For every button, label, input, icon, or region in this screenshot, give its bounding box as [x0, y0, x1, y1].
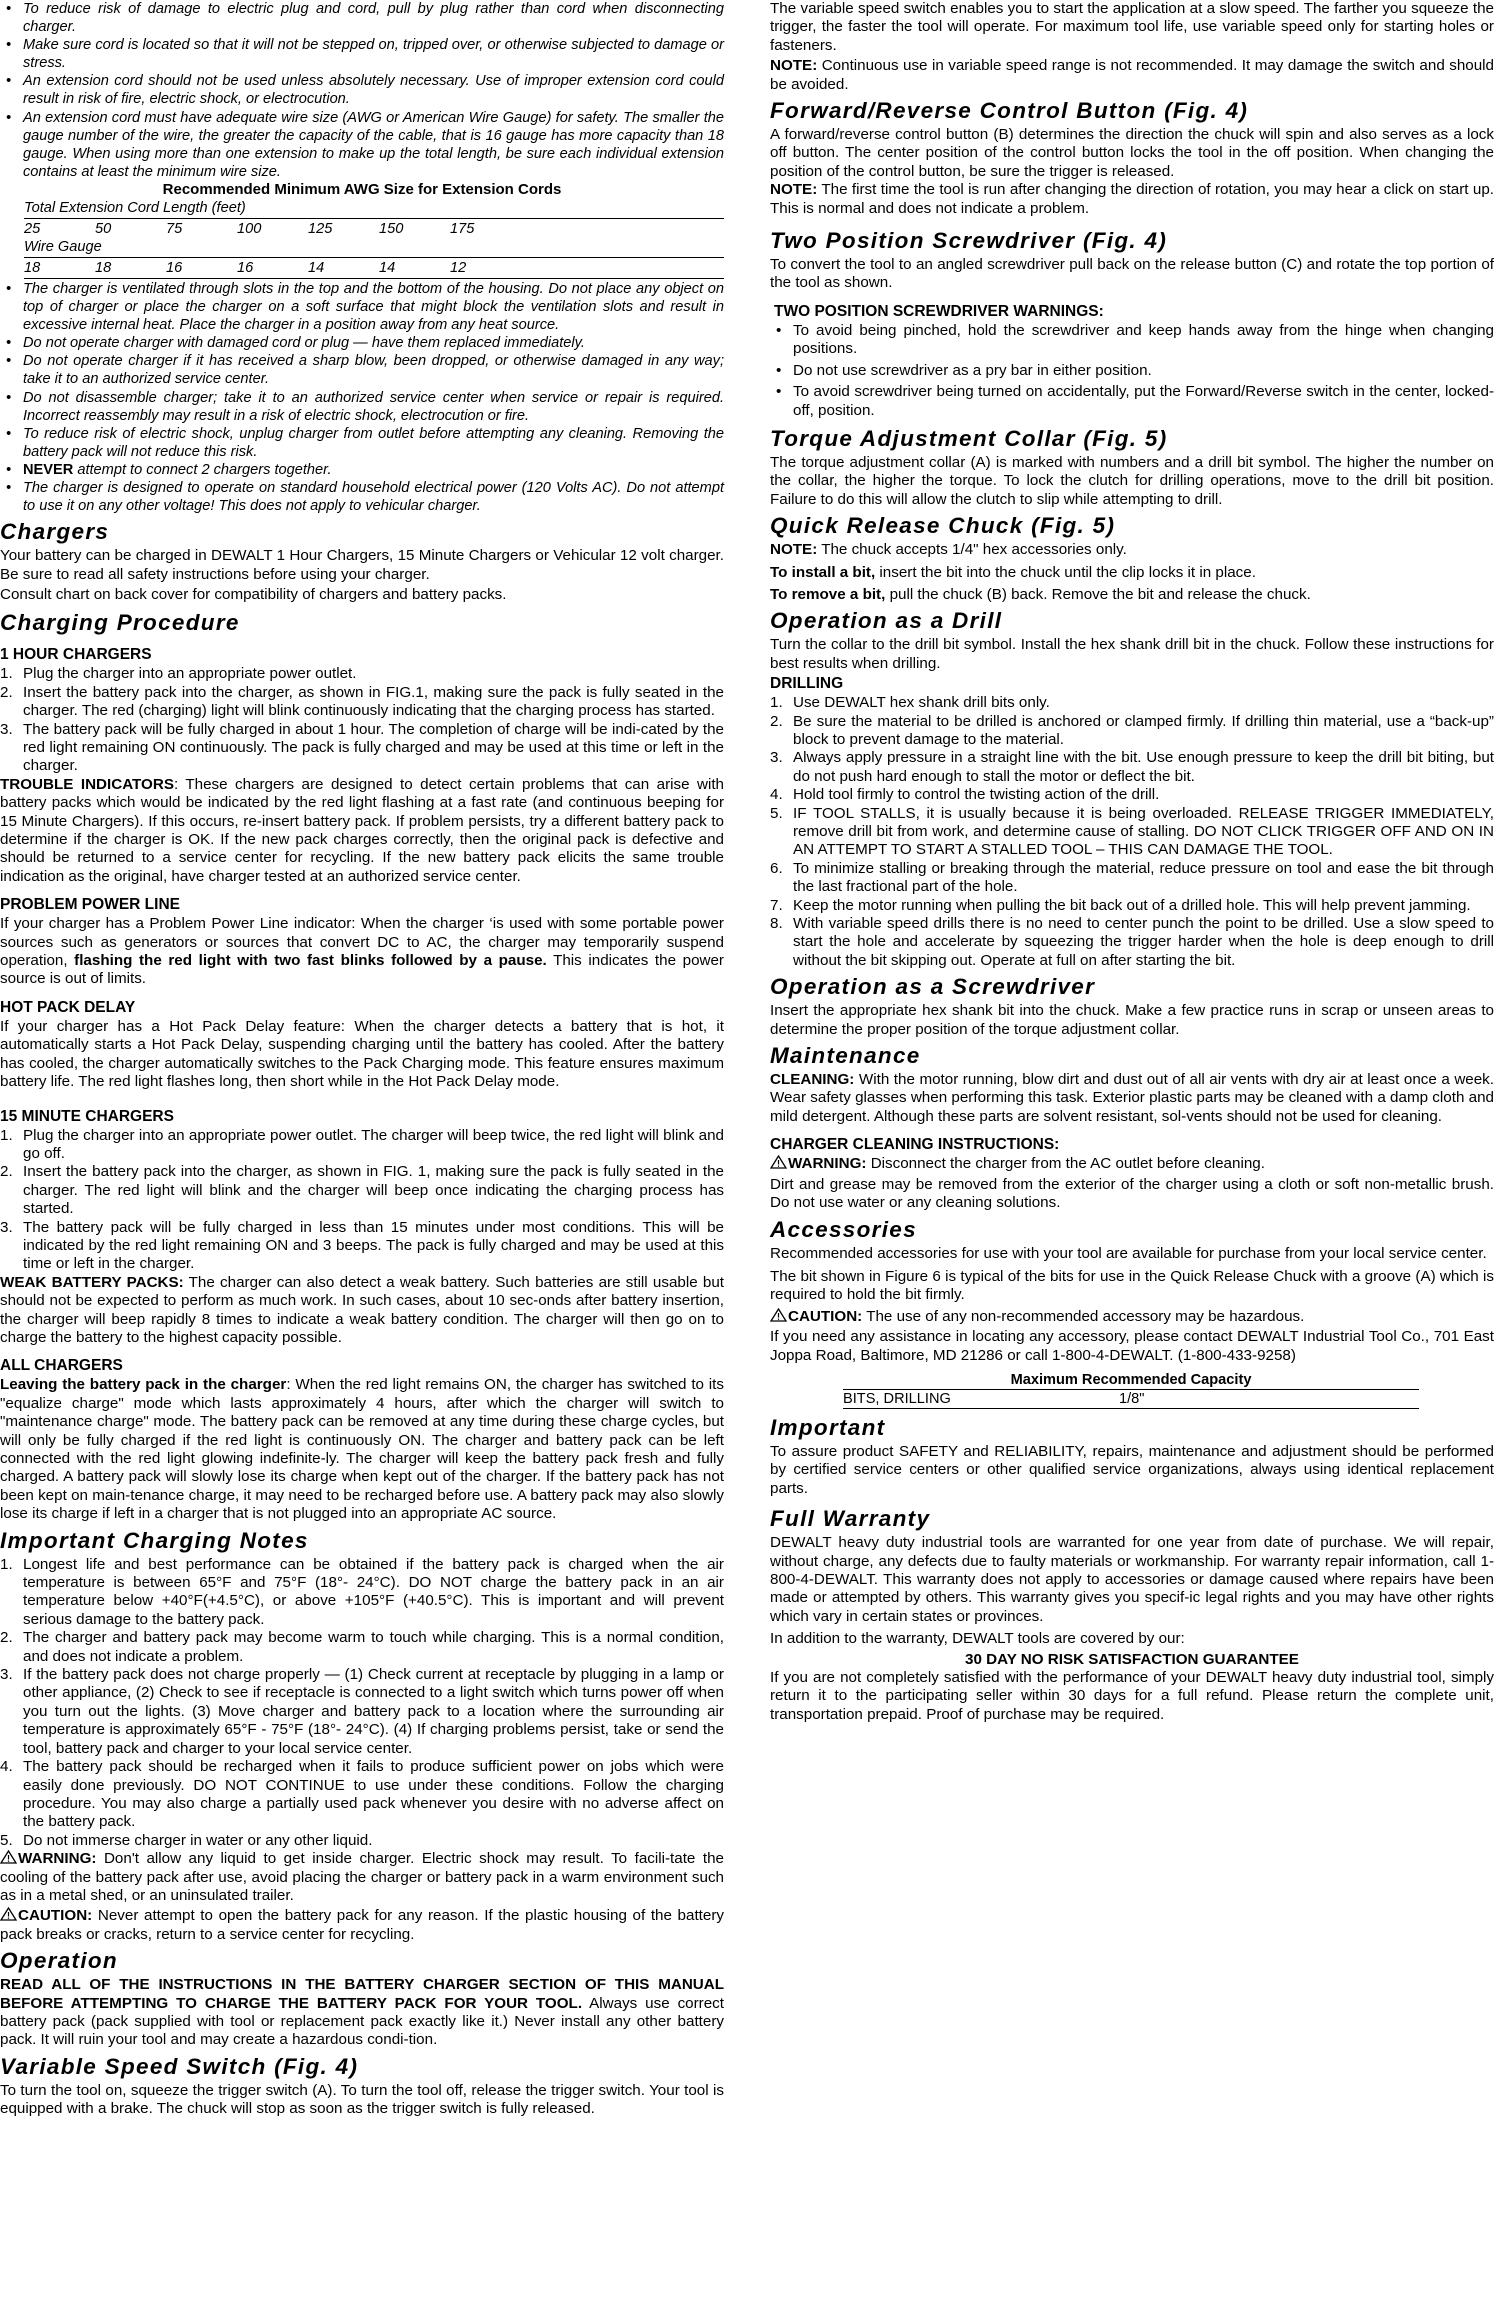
chargers-paragraph: Your battery can be charged in DEWALT 1 Hour Chargers, 15 Minute Chargers or Vehicular 12 volt charger. Be sure to read all safety instructions before using your charger. — [0, 547, 724, 583]
bullet-item: • Do not operate charger with damaged cord or plug — have them replaced immediately. — [0, 334, 724, 352]
accessories-caution: CAUTION: The use of any non-recommended accessory may be hazardous. — [770, 1308, 1494, 1326]
two-position-warnings-heading: TWO POSITION SCREWDRIVER WARNINGS: — [774, 302, 1104, 320]
awg-length: 100 — [237, 220, 262, 237]
awg-length: 50 — [95, 220, 112, 237]
bullet-item: • An extension cord should not be used unless absolutely necessary. Use of improper extension cord could result in risk of fire, electric shock, or electrocution. — [0, 72, 724, 108]
charger-cleaning-warning: WARNING: Disconnect the charger from the AC outlet before cleaning. — [770, 1155, 1494, 1173]
step-item: 6. To minimize stalling or breaking through the material, reduce pressure on tool and ease the bit through the last fractional part of the hole. — [770, 859, 1494, 896]
bullet-item: • Do not operate charger if it has received a sharp blow, been dropped, or otherwise damaged in any way; take it to an authorized service center. — [0, 352, 724, 388]
awg-length: 175 — [450, 220, 475, 237]
all-chargers-text: Leaving the battery pack in the charger: When the red light remains ON, the charger has switched to its "equalize charge" mode which lasts approximately 4 hours, after which the charger will switch to "maintenance charge" mode. The battery pack can be removed at any time during these charge cycles, but will only be fully charged if the red light is continuously ON. The charger and battery pack can be left connected with the red light glowing indefinite-ly. The charger will keep the battery pack fresh and fully charged. A battery pack will slowly lose its charge when kept out of the charger. If the battery pack has not been kept on main-tenance charge, it may need to be recharged before use. A battery pack may also slowly lose its charge if left in a charger that is not plugged into an appropriate AC source. — [0, 1376, 724, 1523]
step-item: 8. With variable speed drills there is no need to center punch the point to be drilled. Use a slow speed to start the hole and accelerate by squeezing the trigger harder when the hole is deep enough to drill without the bit skipping out. Operate at full on after starting the bit. — [770, 915, 1494, 969]
two-position-text: To convert the tool to an angled screwdriver pull back on the release button (C) and rotate the top portion of the tool as shown. — [770, 256, 1494, 292]
problem-power-line-heading: PROBLEM POWER LINE — [0, 896, 180, 914]
quick-release-heading: Quick Release Chuck (Fig. 5) — [770, 513, 1116, 539]
awg-gauge: 16 — [237, 259, 254, 276]
awg-length: 25 — [24, 220, 41, 237]
warning-icon — [0, 1850, 17, 1864]
important-charging-notes-heading: Important Charging Notes — [0, 1527, 309, 1553]
awg-gauge: 18 — [95, 259, 112, 276]
forward-reverse-heading: Forward/Reverse Control Button (Fig. 4) — [770, 98, 1249, 124]
install-bit-text: To install a bit, insert the bit into the chuck until the clip locks it in place. — [770, 563, 1256, 581]
operation-text: READ ALL OF THE INSTRUCTIONS IN THE BATTERY CHARGER SECTION OF THIS MANUAL BEFORE ATTEMPTING TO CHARGE THE BATTERY PACK FOR YOUR TOOL. Always use correct battery pack (pack supplied with tool or replacement pack exactly like it.) Never install any other battery pack. It will ruin your tool and may create a hazardous condi-tion. — [0, 1976, 724, 2049]
capacity-row — [843, 1390, 1419, 1409]
capacity-table-title: Maximum Recommended Capacity — [843, 1371, 1419, 1390]
hot-pack-delay-heading: HOT PACK DELAY — [0, 998, 136, 1016]
step-item: 2. Insert the battery pack into the charger, as shown in FIG.1, making sure the pack is fully seated in the charger. The red (charging) light will blink continuously indicating that the charging process has started. — [0, 683, 724, 720]
15-minute-steps — [0, 1127, 724, 1274]
quick-release-note: NOTE: The chuck accepts 1/4" hex accessories only. — [770, 541, 1127, 559]
awg-gauges-row — [0, 259, 724, 277]
remove-bit-text: To remove a bit, pull the chuck (B) back. Remove the bit and release the chuck. — [770, 585, 1311, 603]
charging-procedure-heading: Charging Procedure — [0, 610, 240, 636]
accessories-p1: Recommended accessories for use with your tool are available for purchase from your local service center. — [770, 1244, 1487, 1262]
step-item: 3. The battery pack will be fully charged in less than 15 minutes under most conditions. This will be indicated by the red light remaining ON and 3 beeps. The pack is fully charged and may be used at this time or left in the charger. — [0, 1218, 724, 1273]
right-column — [770, 0, 1494, 1726]
awg-gauge: 16 — [166, 259, 183, 276]
note-item: 1. Longest life and best performance can be obtained if the battery pack is charged when the air temperature is between 65°F and 75°F (18°- 24°C). DO NOT charge the battery pack in an air temperature below +40°F(+4.5°C), or above +105°F (+40.5°C). This is important and will prevent serious damage to the battery pack. — [0, 1555, 724, 1628]
problem-power-line-text: If your charger has a Problem Power Line indicator: When the charger ‘is used with some portable power sources such as generators or sources that convert DC to AC, the charger may temporarily suspend operation, flashing the red light with two fast blinks followed by a pause. This indicates the power source is out of limits. — [0, 915, 724, 988]
capacity-table — [843, 1371, 1419, 1409]
awg-length: 125 — [308, 220, 333, 237]
variable-speed-note: NOTE: Continuous use in variable speed range is not recommended. It may damage the switch and should be avoided. — [770, 57, 1494, 93]
warranty-text: DEWALT heavy duty industrial tools are warranted for one year from date of purchase. We will repair, without charge, any defects due to faulty materials or workmanship. For warranty repair information, call 1-800-4-DEWALT. This warranty does not apply to accessories or damage caused where repairs have been made or attempted by others. This warranty gives you specif-ic legal rights and you may have other rights which vary in certain states or provinces. — [770, 1534, 1494, 1625]
drilling-steps — [770, 694, 1494, 970]
charger-safety-bullets — [0, 280, 724, 515]
chargers-heading: Chargers — [0, 519, 110, 545]
chargers-paragraph-2: Consult chart on back cover for compatibility of chargers and battery packs. — [0, 585, 507, 603]
charger-cleaning-heading: CHARGER CLEANING INSTRUCTIONS: — [770, 1136, 1060, 1154]
trouble-indicators: TROUBLE INDICATORS: These chargers are designed to detect certain problems that can arise with battery packs which would be indicated by the red light flashing at a fast rate (and continuous beeping for 15 Minute Chargers). If this occurs, re-insert battery pack. If problem persists, try a different battery pack to determine if the charger is OK. If the new pack charges correctly, then the original pack is defective and should be returned to a service center for recycling. If the new battery pack elicits the same trouble indication as the original, have charger tested at an authorized service center. — [0, 775, 725, 885]
step-item: 4. Hold tool firmly to control the twisting action of the drill. — [770, 786, 1160, 804]
bullet-item: • Do not disassemble charger; take it to an authorized service center when service or repair is required. Incorrect reassembly may result in a risk of electric shock, electrocution or fire. — [0, 389, 724, 425]
torque-heading: Torque Adjustment Collar (Fig. 5) — [770, 425, 1168, 451]
accessories-heading: Accessories — [770, 1216, 917, 1242]
awg-gauge: 14 — [379, 259, 396, 276]
drilling-heading: DRILLING — [770, 675, 844, 693]
step-item: 5. IF TOOL STALLS, it is usually because it is being overloaded. RELEASE TRIGGER IMMEDIATELY, remove drill bit from work, and determine cause of stalling. DO NOT CLICK TRIGGER OFF AND ON IN AN ATTEMPT TO START A STALLED TOOL – THIS CAN DAMAGE THE TOOL. — [770, 804, 1494, 859]
screwdriver-text: Insert the appropriate hex shank bit into the chuck. Make a few practice runs in scrap or unseen areas to determine the proper position of the torque adjustment collar. — [770, 1002, 1494, 1038]
awg-table — [0, 181, 724, 279]
important-text: To assure product SAFETY and RELIABILITY, repairs, maintenance and adjustment should be performed by certified service centers or other qualified service organizations, always using identical replacement parts. — [770, 1442, 1494, 1497]
caution-paragraph: CAUTION: Never attempt to open the battery pack for any reason. If the plastic housing of the battery pack breaks or cracks, return to a service center for recycling. — [0, 1907, 724, 1943]
step-item: 2. Insert the battery pack into the charger, as shown in FIG. 1, making sure the pack is fully seated in the charger. The red light will blink and the charger will beep once indicating the charging process has started. — [0, 1163, 724, 1218]
hot-pack-delay-text: If your charger has a Hot Pack Delay feature: When the charger detects a battery that is hot, it automatically starts a Hot Pack Delay, suspending charging until the battery has cooled. After the battery has cooled, the charger automatically switches to the Pack Charging mode. This feature ensures maximum battery life. The red light flashes long, then short while in the Hot Pack Delay mode. — [0, 1017, 724, 1091]
warning-paragraph: WARNING: Don't allow any liquid to get inside charger. Electric shock may result. To facili-tate the cooling of the battery pack after use, avoid placing the charger or battery pack in a warm environment such as in a metal shed, or an uninsulated trailer. — [0, 1850, 724, 1904]
bullet-item: • To reduce risk of electric shock, unplug charger from outlet before attempting any cleaning. Removing the battery pack will not reduce this risk. — [0, 425, 724, 461]
variable-speed-switch-text: To turn the tool on, squeeze the trigger switch (A). To turn the tool off, release the trigger switch. Your tool is equipped with a brake. The chuck will stop as soon as the trigger switch is fully released. — [0, 2081, 724, 2118]
capacity-label: BITS, DRILLING — [843, 1390, 951, 1407]
capacity-value: 1/8" — [1119, 1390, 1145, 1407]
step-item: 2. Be sure the material to be drilled is anchored or clamped firmly. If drilling thin material, use a “back-up” block to prevent damage to the material. — [770, 712, 1494, 748]
variable-speed-paragraph: The variable speed switch enables you to start the application at a slow speed. The farther you squeeze the trigger, the faster the tool will operate. For maximum tool life, use variable speed only for starting holes or fasteners. — [770, 0, 1494, 54]
warning-icon — [770, 1155, 787, 1169]
guarantee-heading: 30 DAY NO RISK SATISFACTION GUARANTEE — [965, 1650, 1299, 1668]
drill-heading: Operation as a Drill — [770, 608, 1003, 634]
step-item: 1. Plug the charger into an appropriate power outlet. The charger will beep twice, the red light will blink and go off. — [0, 1126, 724, 1162]
extension-cord-bullets — [0, 0, 724, 181]
awg-gauge: 12 — [450, 259, 467, 276]
15-minute-heading: 15 MINUTE CHARGERS — [0, 1107, 174, 1125]
bullet-item: • The charger is designed to operate on standard household electrical power (120 Volts AC). Do not attempt to use it on any other voltage! This does not apply to vehicular charger. — [0, 479, 724, 515]
bullet-item: • An extension cord must have adequate wire size (AWG or American Wire Gauge) for safety. The smaller the gauge number of the wire, the greater the capacity of the cable, that is 16 gauge has more capacity than 18 gauge. When using more than one extension to make up the total length, be sure each individual extension contains at least the minimum wire size. — [0, 109, 724, 181]
caution-icon — [0, 1907, 17, 1921]
charger-cleaning-text: Dirt and grease may be removed from the exterior of the charger using a cloth or soft non-metallic brush. Do not use water or any cleaning solutions. — [770, 1175, 1494, 1212]
awg-lengths-row — [0, 220, 724, 238]
cleaning-text: CLEANING: With the motor running, blow dirt and dust out of all air vents with dry air at least once a week. Wear safety glasses when performing this task. Exterior plastic parts may be cleaned with a damp cloth and mild detergent. Although these parts are solvent resistant, sol-vents should not be used for cleaning. — [770, 1071, 1494, 1125]
warning-item: • Do not use screwdriver as a pry bar in either position. — [770, 362, 1494, 380]
variable-speed-switch-heading: Variable Speed Switch (Fig. 4) — [0, 2053, 359, 2079]
two-position-warnings — [770, 322, 1494, 420]
caution-icon — [770, 1308, 787, 1322]
awg-length: 150 — [379, 220, 404, 237]
never-word: NEVER — [23, 461, 74, 478]
note-item: 5. Do not immerse charger in water or any other liquid. — [0, 1831, 373, 1849]
bullet-item: • Make sure cord is located so that it will not be stepped on, tripped over, or otherwise subjected to damage or stress. — [0, 36, 724, 72]
awg-table-title: Recommended Minimum AWG Size for Extension Cords — [162, 180, 562, 198]
operation-heading: Operation — [0, 1948, 118, 1974]
screwdriver-heading: Operation as a Screwdriver — [770, 974, 1096, 1000]
warning-item: • To avoid screwdriver being turned on accidentally, put the Forward/Reverse switch in the center, locked-off, position. — [770, 383, 1494, 420]
drill-text: Turn the collar to the drill bit symbol. Install the hex shank drill bit in the chuck. Follow these instructions for best results when drilling. — [770, 636, 1494, 672]
maintenance-heading: Maintenance — [770, 1043, 921, 1069]
bullet-item — [0, 461, 724, 479]
bullet-item: • To reduce risk of damage to electric plug and cord, pull by plug rather than cord when disconnecting charger. — [0, 0, 724, 36]
warning-item: • To avoid being pinched, hold the screwdriver and keep hands away from the hinge when changing positions. — [770, 322, 1494, 359]
weak-battery-packs: WEAK BATTERY PACKS: The charger can also detect a weak battery. Such batteries are still usable but should not be expected to perform as much work. In such cases, about 10 sec-onds after battery insertion, the charger will beep rapidly 8 times to indicate a weak battery condition. The charger will then go on to charge the battery to the highest capacity possible. — [0, 1273, 725, 1346]
all-chargers-heading: ALL CHARGERS — [0, 1357, 123, 1375]
torque-text: The torque adjustment collar (A) is marked with numbers and a drill bit symbol. The higher the number on the collar, the higher the torque. To lock the clutch for drilling operations, move to the drill bit position. Failure to do this will allow the clutch to slip while attempting to drill. — [770, 453, 1494, 508]
two-position-heading: Two Position Screwdriver (Fig. 4) — [770, 228, 1168, 254]
hour-steps — [0, 665, 724, 775]
warranty-p2: In addition to the warranty, DEWALT tools are covered by our: — [770, 1630, 1185, 1648]
note-item: 4. The battery pack should be recharged when it fails to produce sufficient power on jobs which were easily done previously. DO NOT CONTINUE to use under these conditions. Follow the charging procedure. You may also charge a partially used pack whenever you desire with no adverse affect on the battery pack. — [0, 1758, 724, 1831]
accessories-p3: If you need any assistance in locating any accessory, please contact DEWALT Industrial Tool Co., 701 East Joppa Road, Baltimore, MD 21286 or call 1-800-4-DEWALT. (1-800-433-9258) — [770, 1328, 1494, 1364]
note-item: 3. If the battery pack does not charge properly — (1) Check current at receptacle by plugging in a lamp or other appliance, (2) Check to see if receptacle is connected to a light switch which turns power off when you turn out the lights. (3) Move charger and battery pack to a location where the surrounding air temperature is approximately 65°F - 75°F (18°- 24°C). (4) If charging problems persist, take or send the tool, battery pack and charger to your local service center. — [0, 1666, 724, 1757]
warranty-heading: Full Warranty — [770, 1506, 931, 1532]
charging-notes — [0, 1556, 724, 1851]
never-text: attempt to connect 2 chargers together. — [73, 461, 332, 478]
awg-length: 75 — [166, 220, 183, 237]
bullet-item: • The charger is ventilated through slots in the top and the bottom of the housing. Do not place any object on top of charger or place the charger on a soft surface that might block the ventilation slots and result in excessive internal heat. Place the charger in a position away from any heat source. — [0, 280, 724, 334]
step-item: 7. Keep the motor running when pulling the bit back out of a drilled hole. This will help prevent jamming. — [770, 896, 1471, 914]
awg-gauge: 18 — [24, 259, 41, 276]
awg-gauge-label: Wire Gauge — [24, 238, 102, 255]
hour-chargers-heading: 1 HOUR CHARGERS — [0, 646, 152, 664]
guarantee-text: If you are not completely satisfied with the performance of your DEWALT heavy duty industrial tool, simply return it to the participating seller within 30 days for a full refund. Please return the complete unit, transportation prepaid. Proof of purchase may be required. — [770, 1669, 1494, 1723]
awg-length-label: Total Extension Cord Length (feet) — [24, 199, 246, 216]
note-item: 2. The charger and battery pack may become warm to touch while charging. This is a normal condition, and does not indicate a problem. — [0, 1629, 724, 1665]
step-item: 1. Plug the charger into an appropriate power outlet. — [0, 665, 357, 683]
awg-gauge: 14 — [308, 259, 325, 276]
step-item: 1. Use DEWALT hex shank drill bits only. — [770, 694, 1050, 712]
left-column — [0, 0, 724, 2121]
accessories-p2: The bit shown in Figure 6 is typical of the bits for use in the Quick Release Chuck with a groove (A) which is required to hold the bit firmly. — [770, 1267, 1494, 1304]
forward-reverse-text: A forward/reverse control button (B) determines the direction the chuck will spin and also serves as a lock off button. The center position of the control button locks the tool in the off position. When changing the position of the control button, be sure the trigger is released. NOTE: The first time the tool is run after changing the direction of rotation, you may hear a click on start up. This is normal and does not indicate a problem. — [770, 126, 1494, 217]
step-item: 3. Always apply pressure in a straight line with the bit. Use enough pressure to keep the drill bit biting, but do not push hard enough to stall the motor or deflect the bit. — [770, 749, 1494, 785]
important-heading: Important — [770, 1414, 886, 1440]
step-item: 3. The battery pack will be fully charged in about 1 hour. The completion of charge will be indi-cated by the red light remaining ON continuously. The pack is fully charged and may be used at this time or left in the charger. — [0, 720, 724, 775]
